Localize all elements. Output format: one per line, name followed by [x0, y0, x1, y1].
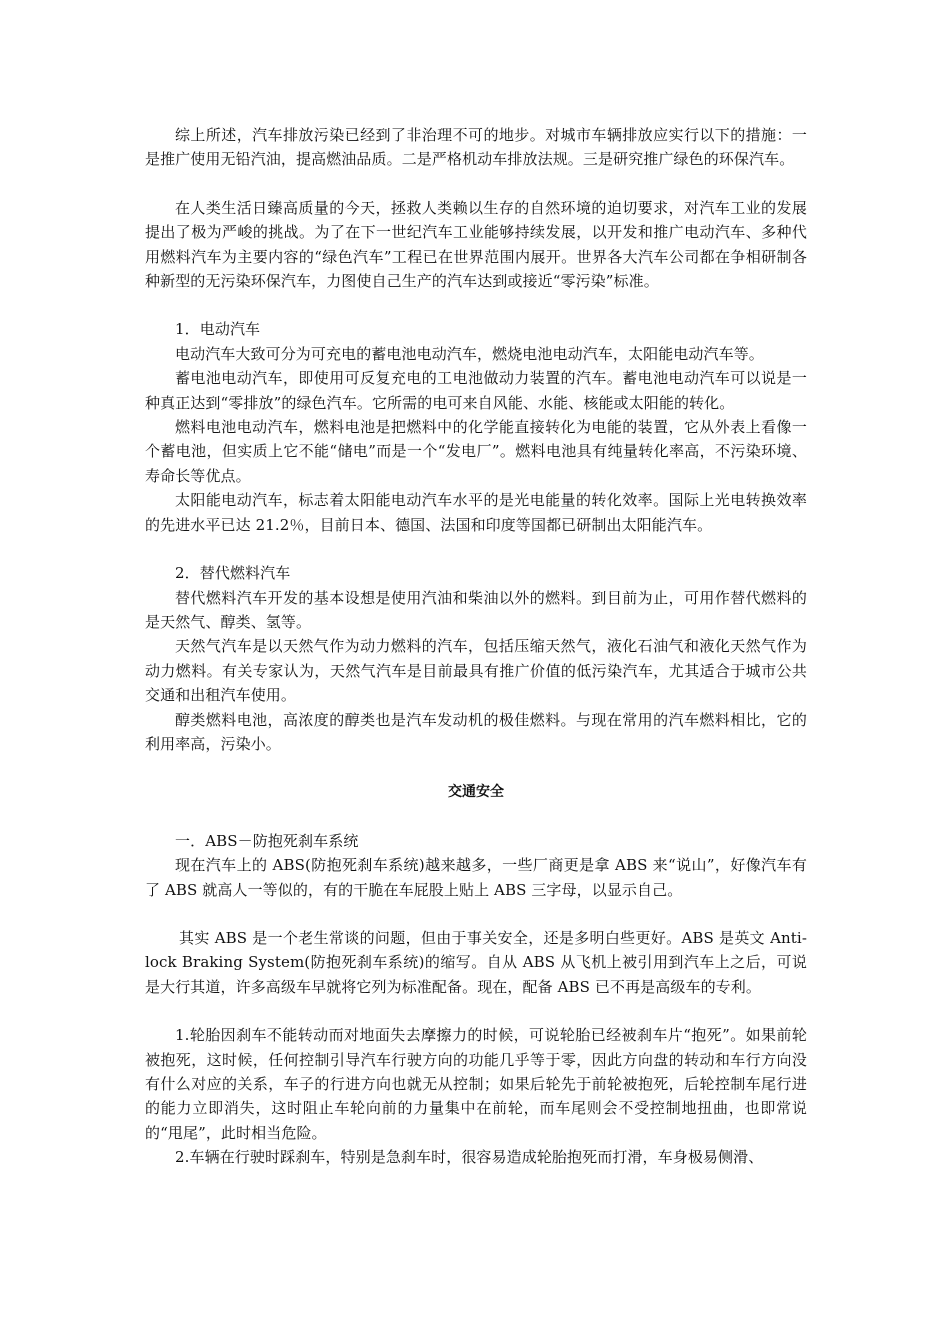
section-1-paragraph-1: 电动汽车大致可分为可充电的蓄电池电动汽车，燃烧电池电动汽车，太阳能电动汽车等。 — [175, 344, 764, 363]
document-page — [145, 123, 807, 1170]
paragraph-gap — [145, 805, 807, 829]
intro-paragraph-1: 综上所述，汽车排放污染已经到了非治理不可的地步。对城市车辆排放应实行以下的措施：一是推广使用无铅汽油，提高燃油品质。二是严格机动车排放法规。三是研究推广绿色的环保汽车。 — [145, 126, 807, 169]
abs-title: 一．ABS－防抱死刹车系统 — [175, 831, 359, 850]
paragraph-gap — [145, 902, 807, 926]
paragraph-gap — [145, 537, 807, 561]
paragraph-gap — [145, 756, 807, 780]
section-2-paragraph-1: 替代燃料汽车开发的基本设想是使用汽油和柴油以外的燃料。到目前为止，可用作替代燃料的是天然气、醇类、氢等。 — [145, 588, 807, 631]
abs-paragraph-1: 现在汽车上的 ABS(防抱死刹车系统)越来越多，一些厂商更是拿 ABS 来“说山”，好像汽车有了 ABS 就高人一等似的，有的干脆在车屁股上贴上 ABS 三字母，以显示自己。 — [145, 856, 807, 899]
section-1-title: 1．电动汽车 — [175, 320, 261, 339]
paragraph-gap — [145, 999, 807, 1023]
section-1-paragraph-3: 燃料电池电动汽车，燃料电池是把燃料中的化学能直接转化为电能的装置，它从外表上看像一个蓄电池，但实质上它不能“储电”而是一个“发电厂”。燃料电池具有纯量转化率高，不污染环境、寿命长等优点。 — [145, 418, 807, 485]
paragraph-gap — [145, 172, 807, 196]
section-1-paragraph-4: 太阳能电动汽车，标志着太阳能电动汽车水平的是光电能量的转化效率。国际上光电转换效率的先进水平已达 21.2％，目前日本、德国、法国和印度等国都已研制出太阳能汽车。 — [145, 491, 807, 534]
abs-paragraph-4: 2.车辆在行驶时踩刹车，特别是急刹车时，很容易造成轮胎抱死而打滑，车身极易侧滑、 — [175, 1148, 764, 1167]
abs-paragraph-3: 1.轮胎因刹车不能转动而对地面失去摩擦力的时候，可说轮胎已经被刹车片“抱死”。如果前轮被抱死，这时候，任何控制引导汽车行驶方向的功能几乎等于零，因此方向盘的转动和车行方向没有什么对应的关系，车子的行进方向也就无从控制；如果后轮先于前轮被抱死，后轮控制车尾行进的能力立即消失，这时阻止车轮向前的力量集中在前轮，而车尾则会不受控制地扭曲，也即常说的“甩尾”，此时相当危险。 — [145, 1026, 807, 1142]
abs-paragraph-2: 其实 ABS 是一个老生常谈的问题，但由于事关安全，还是多明白些更好。ABS 是英文 Anti-lock Braking System(防抱死刹车系统)的缩写。自从 ABS 从飞机上被引用到汽车上之后，可说是大行其道，许多高级车早就将它列为标准配备。现在，配备 ABS 已不再是高级车的专利。 — [145, 928, 807, 996]
paragraph-gap — [145, 293, 807, 317]
section-2-paragraph-3: 醇类燃料电池，高浓度的醇类也是汽车发动机的极佳燃料。与现在常用的汽车燃料相比，它的利用率高，污染小。 — [145, 710, 807, 753]
traffic-safety-heading: 交通安全 — [448, 784, 504, 801]
section-2-paragraph-2: 天然气汽车是以天然气作为动力燃料的汽车，包括压缩天然气，液化石油气和液化天然气作为动力燃料。有关专家认为，天然气汽车是目前最具有推广价值的低污染汽车，尤其适合于城市公共交通和出租汽车使用。 — [145, 637, 807, 705]
intro-paragraph-2: 在人类生活日臻高质量的今天，拯救人类赖以生存的自然环境的迫切要求，对汽车工业的发展提出了极为严峻的挑战。为了在下一世纪汽车工业能够持续发展，以开发和推广电动汽车、多种代用燃料汽车为主要内容的“绿色汽车”工程已在世界范围内展开。世界各大汽车公司都在争相研制各种新型的无污染环保汽车，力图使自己生产的汽车达到或接近“零污染”标准。 — [145, 198, 807, 291]
section-1-paragraph-2: 蓄电池电动汽车，即使用可反复充电的工电池做动力装置的汽车。蓄电池电动汽车可以说是一种真正达到“零排放”的绿色汽车。它所需的电可来自风能、水能、核能或太阳能的转化。 — [145, 369, 807, 412]
section-2-title: 2．替代燃料汽车 — [175, 564, 291, 583]
